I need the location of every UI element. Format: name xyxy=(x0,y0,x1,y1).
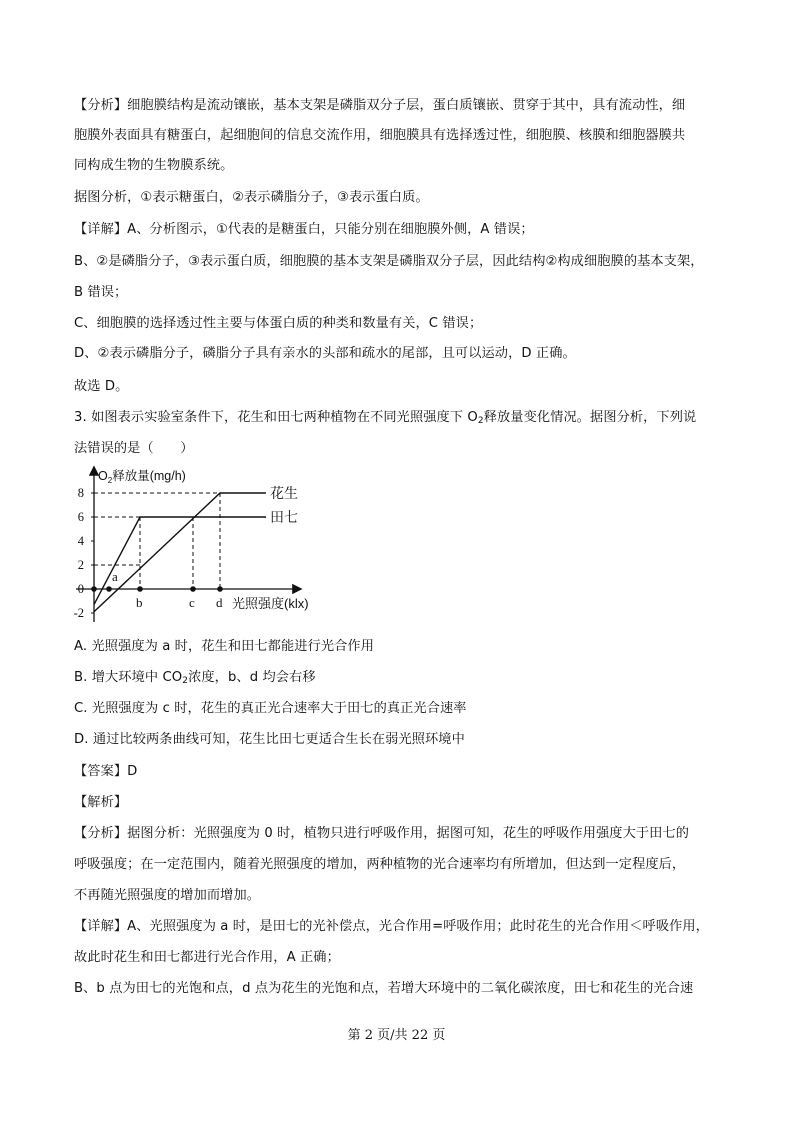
analysis-line-3: 同构成生物的生物膜系统。 xyxy=(74,158,234,173)
y-tick-label: 0 xyxy=(77,582,84,596)
answer-detail-line-3: B、b 点为田七的光饱和点，d 点为花生的光饱和点，若增大环境中的二氧化碳浓度，田七和花生的光合速 xyxy=(74,981,694,996)
y-tick-label: -2 xyxy=(73,606,84,620)
analysis-line-1: 【分析】细胞膜结构是流动镶嵌，基本支架是磷脂双分子层，蛋白质镶嵌、贯穿于其中，具有流动性，细 xyxy=(74,98,686,113)
x-label-a: a xyxy=(112,569,118,584)
x-label-d: d xyxy=(216,595,223,610)
detail-line-6: 故选 D。 xyxy=(74,379,129,394)
answer-analysis-line-3: 不再随光照强度的增加而增加。 xyxy=(74,888,261,903)
x-point-a xyxy=(106,586,112,592)
analysis-line-4: 据图分析，①表示糖蛋白，②表示磷脂分子，③表示蛋白质。 xyxy=(74,190,429,205)
series-line-1 xyxy=(94,493,266,612)
answer-analysis-line-1: 【分析】据图分析：光照强度为 0 时，植物只进行呼吸作用，据图可知，花生的呼吸作用强度大于田七的 xyxy=(74,826,690,841)
answer-analysis-line-2: 呼吸强度；在一定范围内，随着光照强度的增加，两种植物的光合速率均有所增加，但达到一定程度后， xyxy=(74,857,686,872)
detail-line-5: D、②表示磷脂分子，磷脂分子具有亲水的头部和疏水的尾部，且可以运动，D 正确。 xyxy=(74,346,576,361)
answer-detail-line-2: 故此时花生和田七都进行光合作用，A 正确； xyxy=(74,950,340,965)
answer-line: 【答案】D xyxy=(74,764,138,779)
detail-line-3: B 错误； xyxy=(74,285,128,300)
detail-line-1: 【详解】A、分析图示，①代表的是糖蛋白，只能分别在细胞膜外侧，A 错误； xyxy=(74,222,534,237)
parse-label: 【解析】 xyxy=(74,795,128,810)
y-tick-label: 6 xyxy=(77,510,84,524)
x-axis-title: 光照强度(klx) xyxy=(232,596,309,611)
analysis-line-2: 胞膜外表面具有糖蛋白，起细胞间的信息交流作用，细胞膜具有选择透过性，细胞膜、核膜和细胞器膜共 xyxy=(74,128,686,143)
x-point-b xyxy=(137,586,143,592)
question-stem-line-2: 法错误的是（ ） xyxy=(74,441,194,456)
x-point-c xyxy=(190,586,196,592)
detail-line-2: B、②是磷脂分子，③表示蛋白质，细胞膜的基本支架是磷脂双分子层，因此结构②构成细胞膜的基本支架， xyxy=(74,254,704,269)
option-b: B. 增大环境中 $CO_2$浓度，b、d 均会右移 xyxy=(74,670,316,686)
option-d: D. 通过比较两条曲线可知，花生比田七更适合生长在弱光照环境中 xyxy=(74,732,465,747)
answer-detail-line-1: 【详解】A、光照强度为 a 时，是田七的光补偿点，光合作用=呼吸作用；此时花生的光合作用＜呼吸作用， xyxy=(74,919,709,934)
series-label-1: 花生 xyxy=(270,485,298,501)
series-label-2: 田七 xyxy=(270,509,298,525)
x-point-d xyxy=(217,586,223,592)
detail-line-4: C、细胞膜的选择透过性主要与体蛋白质的种类和数量有关，C 错误； xyxy=(74,316,483,331)
y-tick-label: 4 xyxy=(77,534,84,548)
y-tick-label: 2 xyxy=(77,558,84,572)
option-a: A. 光照强度为 a 时，花生和田七都能进行光合作用 xyxy=(74,639,374,654)
question-stem-line-1: 3. 如图表示实验室条件下，花生和田七两种植物在不同光照强度下 $O_2$释放量变化情况。据图分析，下列说 xyxy=(74,410,697,426)
origin-point xyxy=(91,586,97,592)
x-label-b: b xyxy=(136,595,143,610)
o2-release-chart xyxy=(56,462,346,630)
page-footer: 第 2 页/共 22 页 xyxy=(347,1028,446,1043)
y-tick-label: 8 xyxy=(77,486,84,500)
x-label-c: c xyxy=(189,595,195,610)
y-axis-title: $O_2$释放量(mg/h) xyxy=(98,469,186,485)
option-c: C. 光照强度为 c 时，花生的真正光合速率大于田七的真正光合速率 xyxy=(74,701,467,716)
